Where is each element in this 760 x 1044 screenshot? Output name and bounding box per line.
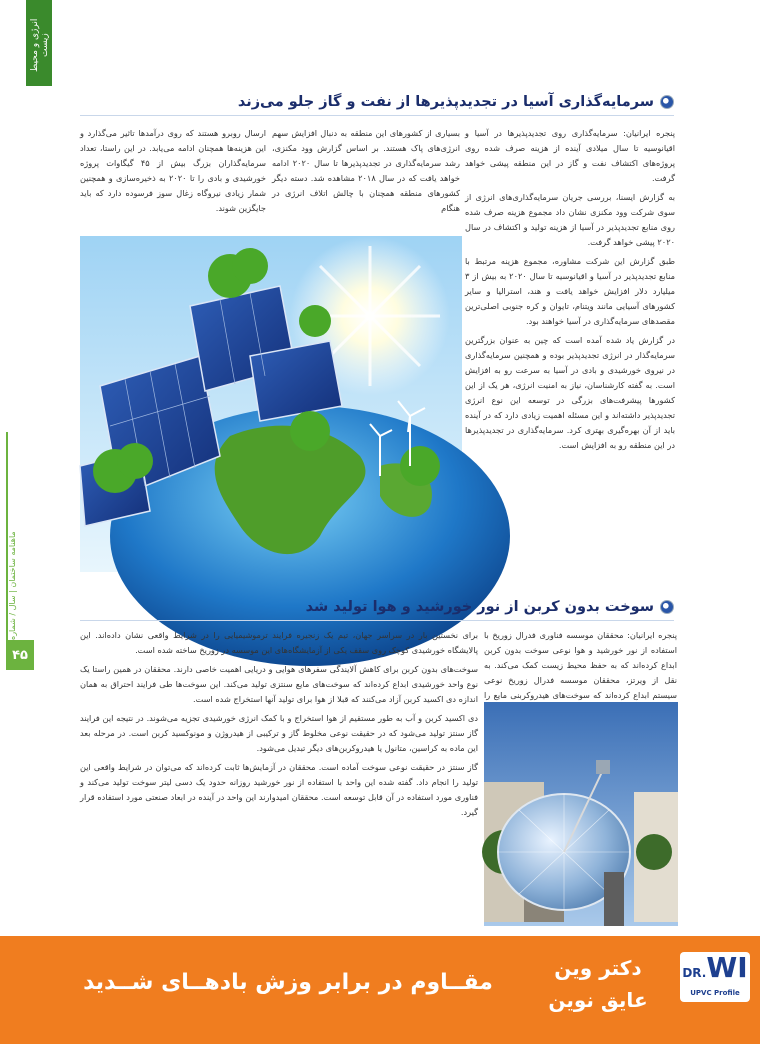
- paragraph: به گزارش ایسنا، بررسی جریان سرمایه‌گذاری‌های انرژی از سوی شرکت وود مکنزی نشان داد مجموع هزینه صرف شده روی منابع تجدیدپذیر در آسیا از هزینه تولید و اکتشاف در سال ۲۰۲۰ پیشی خواهد گرفت.: [465, 192, 675, 247]
- paragraph: طبق گزارش این شرکت مشاوره، مجموع هزینه مرتبط با منابع تجدیدپذیر در آسیا و اقیانوسیه تا سال ۲۰۲۰ به بیش از ۳ میلیارد دلار افزایش خواهد یافت و هند، استرالیا و سایر کشورهای آسیایی مانند ویتنام، تایوان و کره جنوبی اصلی‌ترین مقصدهای سرمایه‌گذاری در آسیا خواهند بود.: [465, 256, 676, 326]
- paragraph: بسیاری از کشورهای این منطقه به دنبال افزایش سهم انرژی‌های پاک هستند. بر اساس گزارش وود مکنزی، رشد سرمایه‌گذاری در تجدیدپذیرها تا سال ۲۰۲۰ ادامه خواهد یافت که در سال ۲۰۱۸ مشاهده شد. دسته دیگر کشورهای منطقه همچنان با چالش اتلاف انرژی در هنگام: [272, 128, 460, 213]
- brand-logo[interactable]: [680, 952, 750, 1002]
- solar-earth-illustration: [80, 236, 462, 572]
- article2-title: [306, 599, 674, 615]
- solar-dish-photo: [484, 702, 678, 926]
- banner-brand-line1: دکتر وین: [554, 956, 642, 980]
- paragraph: سوخت‌های بدون کربن برای کاهش آلایندگی سفرهای هوایی و دریایی اهمیت خاصی دارند. محققان در همین راستا یک نوع واحد خورشیدی ابداع کرده‌اند که سوخت‌های مایع سنتزی تولید می‌کند. این سوخت‌ها طی فرایند احتراق به همان اندازه دی اکسید کربن آزاد می‌کنند که قبلا از هوا برای تولید آنها استخراج شده است.: [80, 664, 478, 704]
- bullet-icon: [660, 95, 674, 109]
- banner-brand-line2: عایق نوین: [548, 988, 648, 1012]
- side-caption: ماهنامه ساختمان | سال / شماره: [8, 531, 17, 640]
- paragraph: در گزارش یاد شده آمده است که چین به عنوان بزرگترین سرمایه‌گذار در انرژی تجدیدپذیر بوده و همچنین سرمایه‌گذاری در نیروی خورشیدی و بادی در آسیا به سرعت رو به افزایش است. به گفته کارشناسان، نیاز به امنیت انرژی، هر یک از این کشورها پیشرفت‌های بزرگی در توسعه این نوع انرژی تجدیدپذیر داشته‌اند و این مسئله اهمیت زیادی دارد که در آینده باید از آن بهره‌گیری بهتری کرد. سرمایه‌گذاری در تجدیدپذیرها در این منطقه رو به افزایش است.: [465, 335, 675, 450]
- banner-headline: مقــاوم در برابر وزش بادهــای شــدید: [83, 970, 493, 995]
- paragraph: گاز سنتز در حقیقت نوعی سوخت آماده است. محققان در آزمایش‌ها ثابت کرده‌اند که می‌توان در شرایط واقعی این تولید را انجام داد. گفته شده این واحد با استفاده از نور خورشید روزانه حدود یک دسی لیتر سوخت تولید می‌کند و فناوری مورد استفاده در آن قابل توسعه است. محققان امیدوارند این واحد در آینده در ابعاد صنعتی مورد استفاده قرار گیرد.: [80, 762, 478, 817]
- title-divider: [80, 620, 674, 621]
- paragraph: دی اکسید کربن و آب به طور مستقیم از هوا استخراج و با کمک انرژی خورشیدی تجزیه می‌شوند. در نتیجه این فرایند گاز سنتز تولید می‌شود که در حقیقت نوعی مخلوط گاز و ترکیبی از هیدروژن و مونوکسید کربن است. در مرحله بعد این ماده به کراسین، متانول یا هیدروکربن‌های دیگر تبدیل می‌شود.: [80, 713, 478, 753]
- article1-column-left: [80, 126, 266, 234]
- bullet-icon: [660, 600, 674, 614]
- page-number: ۴۵: [6, 640, 34, 670]
- article1-title: [238, 94, 674, 110]
- article1-title-text: سرمایه‌گذاری آسیا در تجدیدپذیرها از نفت و گاز جلو می‌زند: [237, 94, 654, 110]
- paragraph: برای نخستین بار در سراسر جهان، تیم یک زنجیره فرایند ترموشیمیایی را در شرایط واقعی نشان داده‌اند. این پالایشگاه خورشیدی کوچک روی سقف یکی از آزمایشگاه‌های این موسسه در زوریخ ساخته شده است.: [80, 630, 478, 655]
- article2-column-right: [484, 628, 677, 700]
- title-divider: [80, 115, 674, 116]
- logo-wordmark: DR.WI: [682, 951, 748, 984]
- solar-earth-graphic: [80, 236, 462, 572]
- banner-brand-text: [528, 952, 668, 1016]
- paragraph: پنجره ایرانیان: محققان موسسه فناوری فدرال زوریخ با استفاده از نور خورشید و هوا نوعی سوخت بدون کربن ابداع کرده‌اند که به حفظ محیط زیست کمک می‌کند. به نقل از ویرتز، محققان موسسه فدرال زوریخ نوعی سیستم ابداع کرده‌اند که سوخت‌های هیدروکربنی مایع را: [484, 630, 677, 700]
- article1-column-middle: [272, 126, 460, 234]
- section-tab-label: انرژی و محیط زیست: [30, 18, 50, 72]
- paragraph: پنجره ایرانیان: سرمایه‌گذاری روی تجدیدپذیرها در آسیا و اقیانوسیه تا سال میلادی آینده از هزینه صرف شده روی پروژه‌های اکتشاف نفت و گاز در این منطقه پیشی خواهد گرفت.: [465, 128, 675, 183]
- article2-title-text: سوخت بدون کربن از نور خورشید و هوا تولید شد: [305, 599, 654, 615]
- article2-column-left: [80, 628, 478, 926]
- paragraph: ارسال روبرو هستند که روی درآمدها تاثیر می‌گذارد و این هزینه‌ها همچنان ادامه می‌یابد. در این راستا، تعداد سرمایه‌گذاران بزرگ بیش از ۴۵ گیگاوات پروژه خورشیدی و بادی را تا ۲۰۲۰ به ذخیره‌سازی و همچنین شمار زیادی نیروگاه زغال سوز فرسوده دارد که باید جایگزین شوند.: [80, 128, 266, 213]
- logo-subtitle: UPVC Profile: [690, 989, 740, 997]
- solar-dish-graphic: [484, 702, 678, 926]
